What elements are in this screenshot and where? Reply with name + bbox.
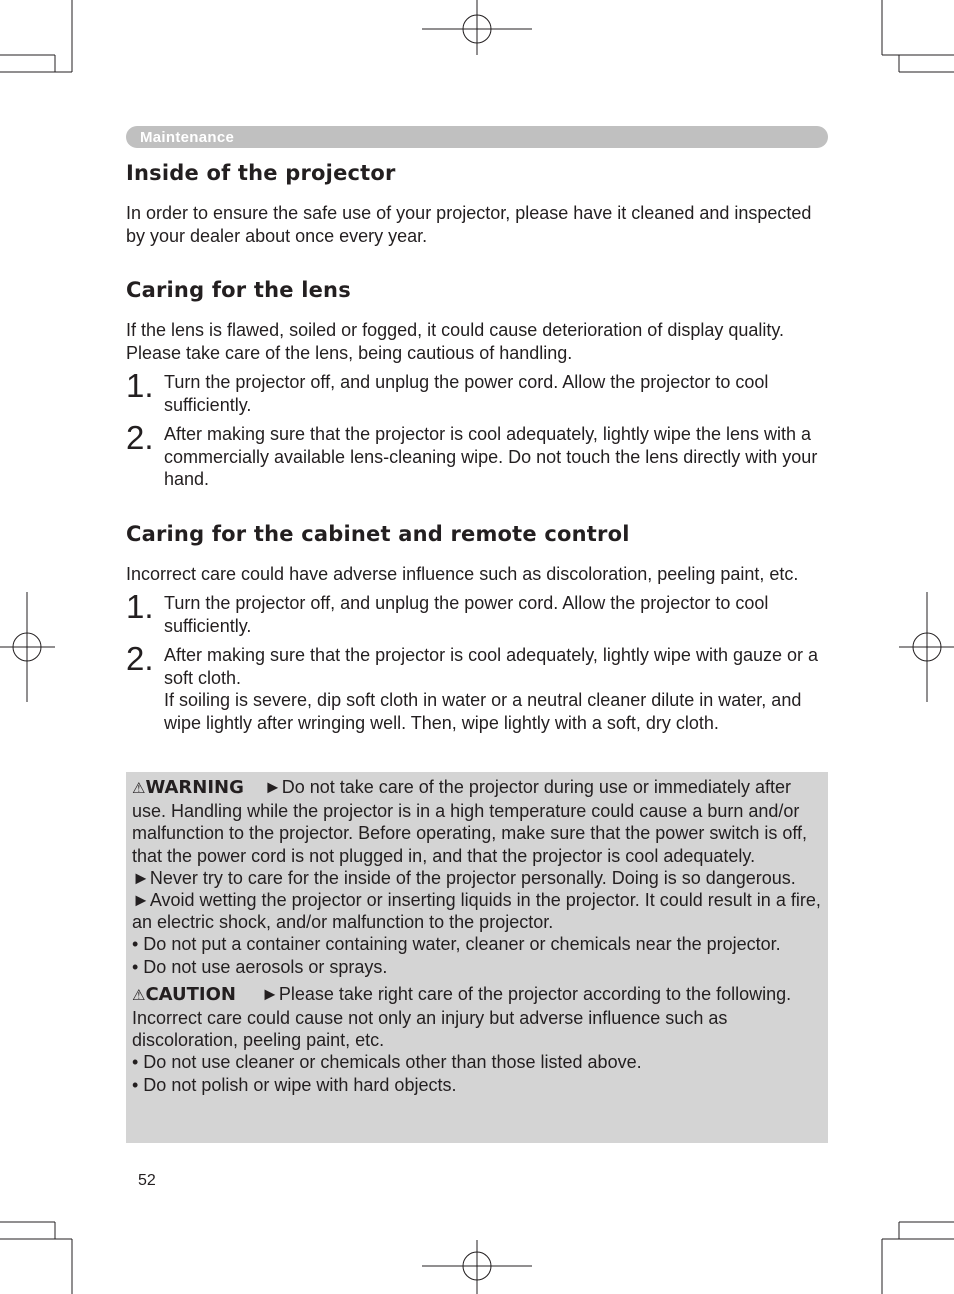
caring-cabinet-text: Incorrect care could have adverse influence such as discoloration, peeling paint, etc. bbox=[126, 563, 799, 584]
step-text: Turn the projector off, and unplug the power cord. Allow the projector to cool sufficiently. bbox=[164, 593, 769, 636]
list-item bbox=[126, 367, 830, 416]
warning-line: ►Do not take care of the projector during use or immediately after use. Handling while the projector is in a high temperature could cause a burn and/or malfunction to the projector. Before operating, make sure that the power switch is off, that the power cord is not plugged in, and that the projector is cool adequately. bbox=[132, 777, 808, 866]
step-number: 2. bbox=[126, 419, 154, 456]
caring-lens-text: If the lens is flawed, soiled or fogged, it could cause deterioration of display quality. Please take care of the lens, being cautious of handling. bbox=[126, 320, 785, 363]
warning-line: ►Avoid wetting the projector or inserting liquids in the projector. It could result in a fire, an electric shock, and/or malfunction to the projector. bbox=[132, 890, 821, 933]
step-text: After making sure that the projector is cool adequately, lightly wipe with gauze or a soft cloth. bbox=[164, 645, 819, 688]
step-extra-text: If soiling is severe, dip soft cloth in water or a neutral cleaner dilute in water, and wipe lightly after wringing well. Then, wipe lightly with a soft, dry cloth. bbox=[164, 690, 802, 733]
step-number: 1. bbox=[126, 588, 154, 625]
inside-projector-text: In order to ensure the safe use of your projector, please have it cleaned and inspected by your dealer about once every year. bbox=[126, 203, 812, 246]
step-number: 1. bbox=[126, 367, 154, 404]
warning-box bbox=[126, 772, 828, 1143]
heading-inside-projector: Inside of the projector bbox=[126, 161, 396, 185]
warning-label: WARNING bbox=[145, 777, 244, 798]
caution-label: CAUTION bbox=[145, 983, 236, 1005]
step-text: After making sure that the projector is cool adequately, lightly wipe the lens with a commercially available lens-cleaning wipe. Do not touch the lens directly with your hand. bbox=[164, 424, 818, 489]
section-tab-bar bbox=[126, 126, 828, 148]
list-item bbox=[126, 419, 830, 491]
lens-steps-list bbox=[126, 367, 830, 491]
warning-line: • Do not use aerosols or sprays. bbox=[132, 956, 388, 977]
caution-line: • Do not polish or wipe with hard objects. bbox=[132, 1074, 457, 1095]
section-tab-label: Maintenance bbox=[140, 129, 235, 146]
heading-caring-lens: Caring for the lens bbox=[126, 278, 351, 302]
list-item bbox=[126, 588, 830, 637]
warning-triangle-icon: ⚠ bbox=[132, 780, 146, 797]
warning-line: • Do not put a container containing water, cleaner or chemicals near the projector. bbox=[132, 934, 781, 955]
warning-line: ►Never try to care for the inside of the projector personally. Doing is so dangerous. bbox=[132, 867, 796, 888]
step-text: Turn the projector off, and unplug the power cord. Allow the projector to cool sufficiently. bbox=[164, 372, 769, 415]
step-number: 2. bbox=[126, 640, 154, 677]
cabinet-steps-list bbox=[126, 588, 830, 734]
caution-line: • Do not use cleaner or chemicals other than those listed above. bbox=[132, 1052, 642, 1073]
list-item bbox=[126, 640, 830, 734]
caution-block bbox=[132, 983, 824, 1096]
caution-line: ►Please take right care of the projector according to the following. Incorrect care could cause not only an injury but adverse influence such as discoloration, peeling paint, etc. bbox=[132, 983, 792, 1051]
caution-triangle-icon: ⚠ bbox=[132, 986, 146, 1004]
main-content bbox=[126, 158, 830, 734]
page-number: 52 bbox=[138, 1172, 156, 1189]
warning-block bbox=[132, 776, 824, 978]
heading-caring-cabinet: Caring for the cabinet and remote control bbox=[126, 521, 630, 546]
